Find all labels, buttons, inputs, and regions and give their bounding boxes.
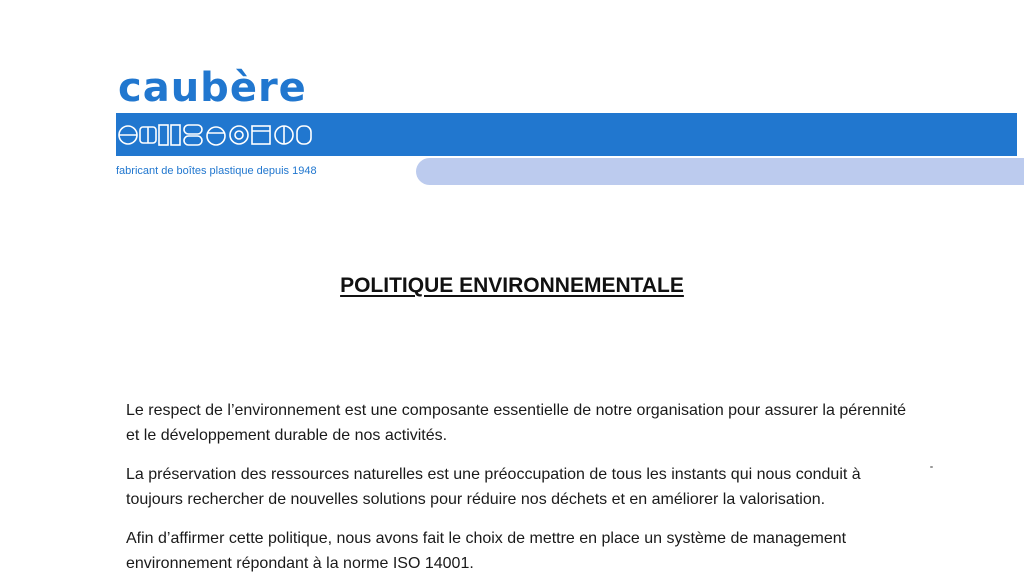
paragraph: Afin d’affirmer cette politique, nous avons fait le choix de mettre en place un système de management environnement répondant à la norme ISO 14001. [126, 530, 847, 572]
caubere-logo-icon [118, 121, 312, 149]
document-title: POLITIQUE ENVIRONNEMENTALE [340, 274, 684, 297]
header-pill-band [416, 158, 1024, 185]
tagline: fabricant de boîtes plastique depuis 1948 [116, 165, 317, 177]
scan-speck [930, 466, 933, 468]
document-body [126, 398, 916, 576]
paragraph: La préservation des ressources naturelles est une préoccupation de tous les instants qui nous conduit à toujours rechercher de nouvelles solutions pour réduire nos déchets et en améliorer la valorisation. [126, 466, 861, 508]
brand-name: caubère [118, 65, 307, 111]
paragraph: Le respect de l’environnement est une composante essentielle de notre organisation pour assurer la pérennité et le développement durable de nos activités. [126, 402, 907, 444]
